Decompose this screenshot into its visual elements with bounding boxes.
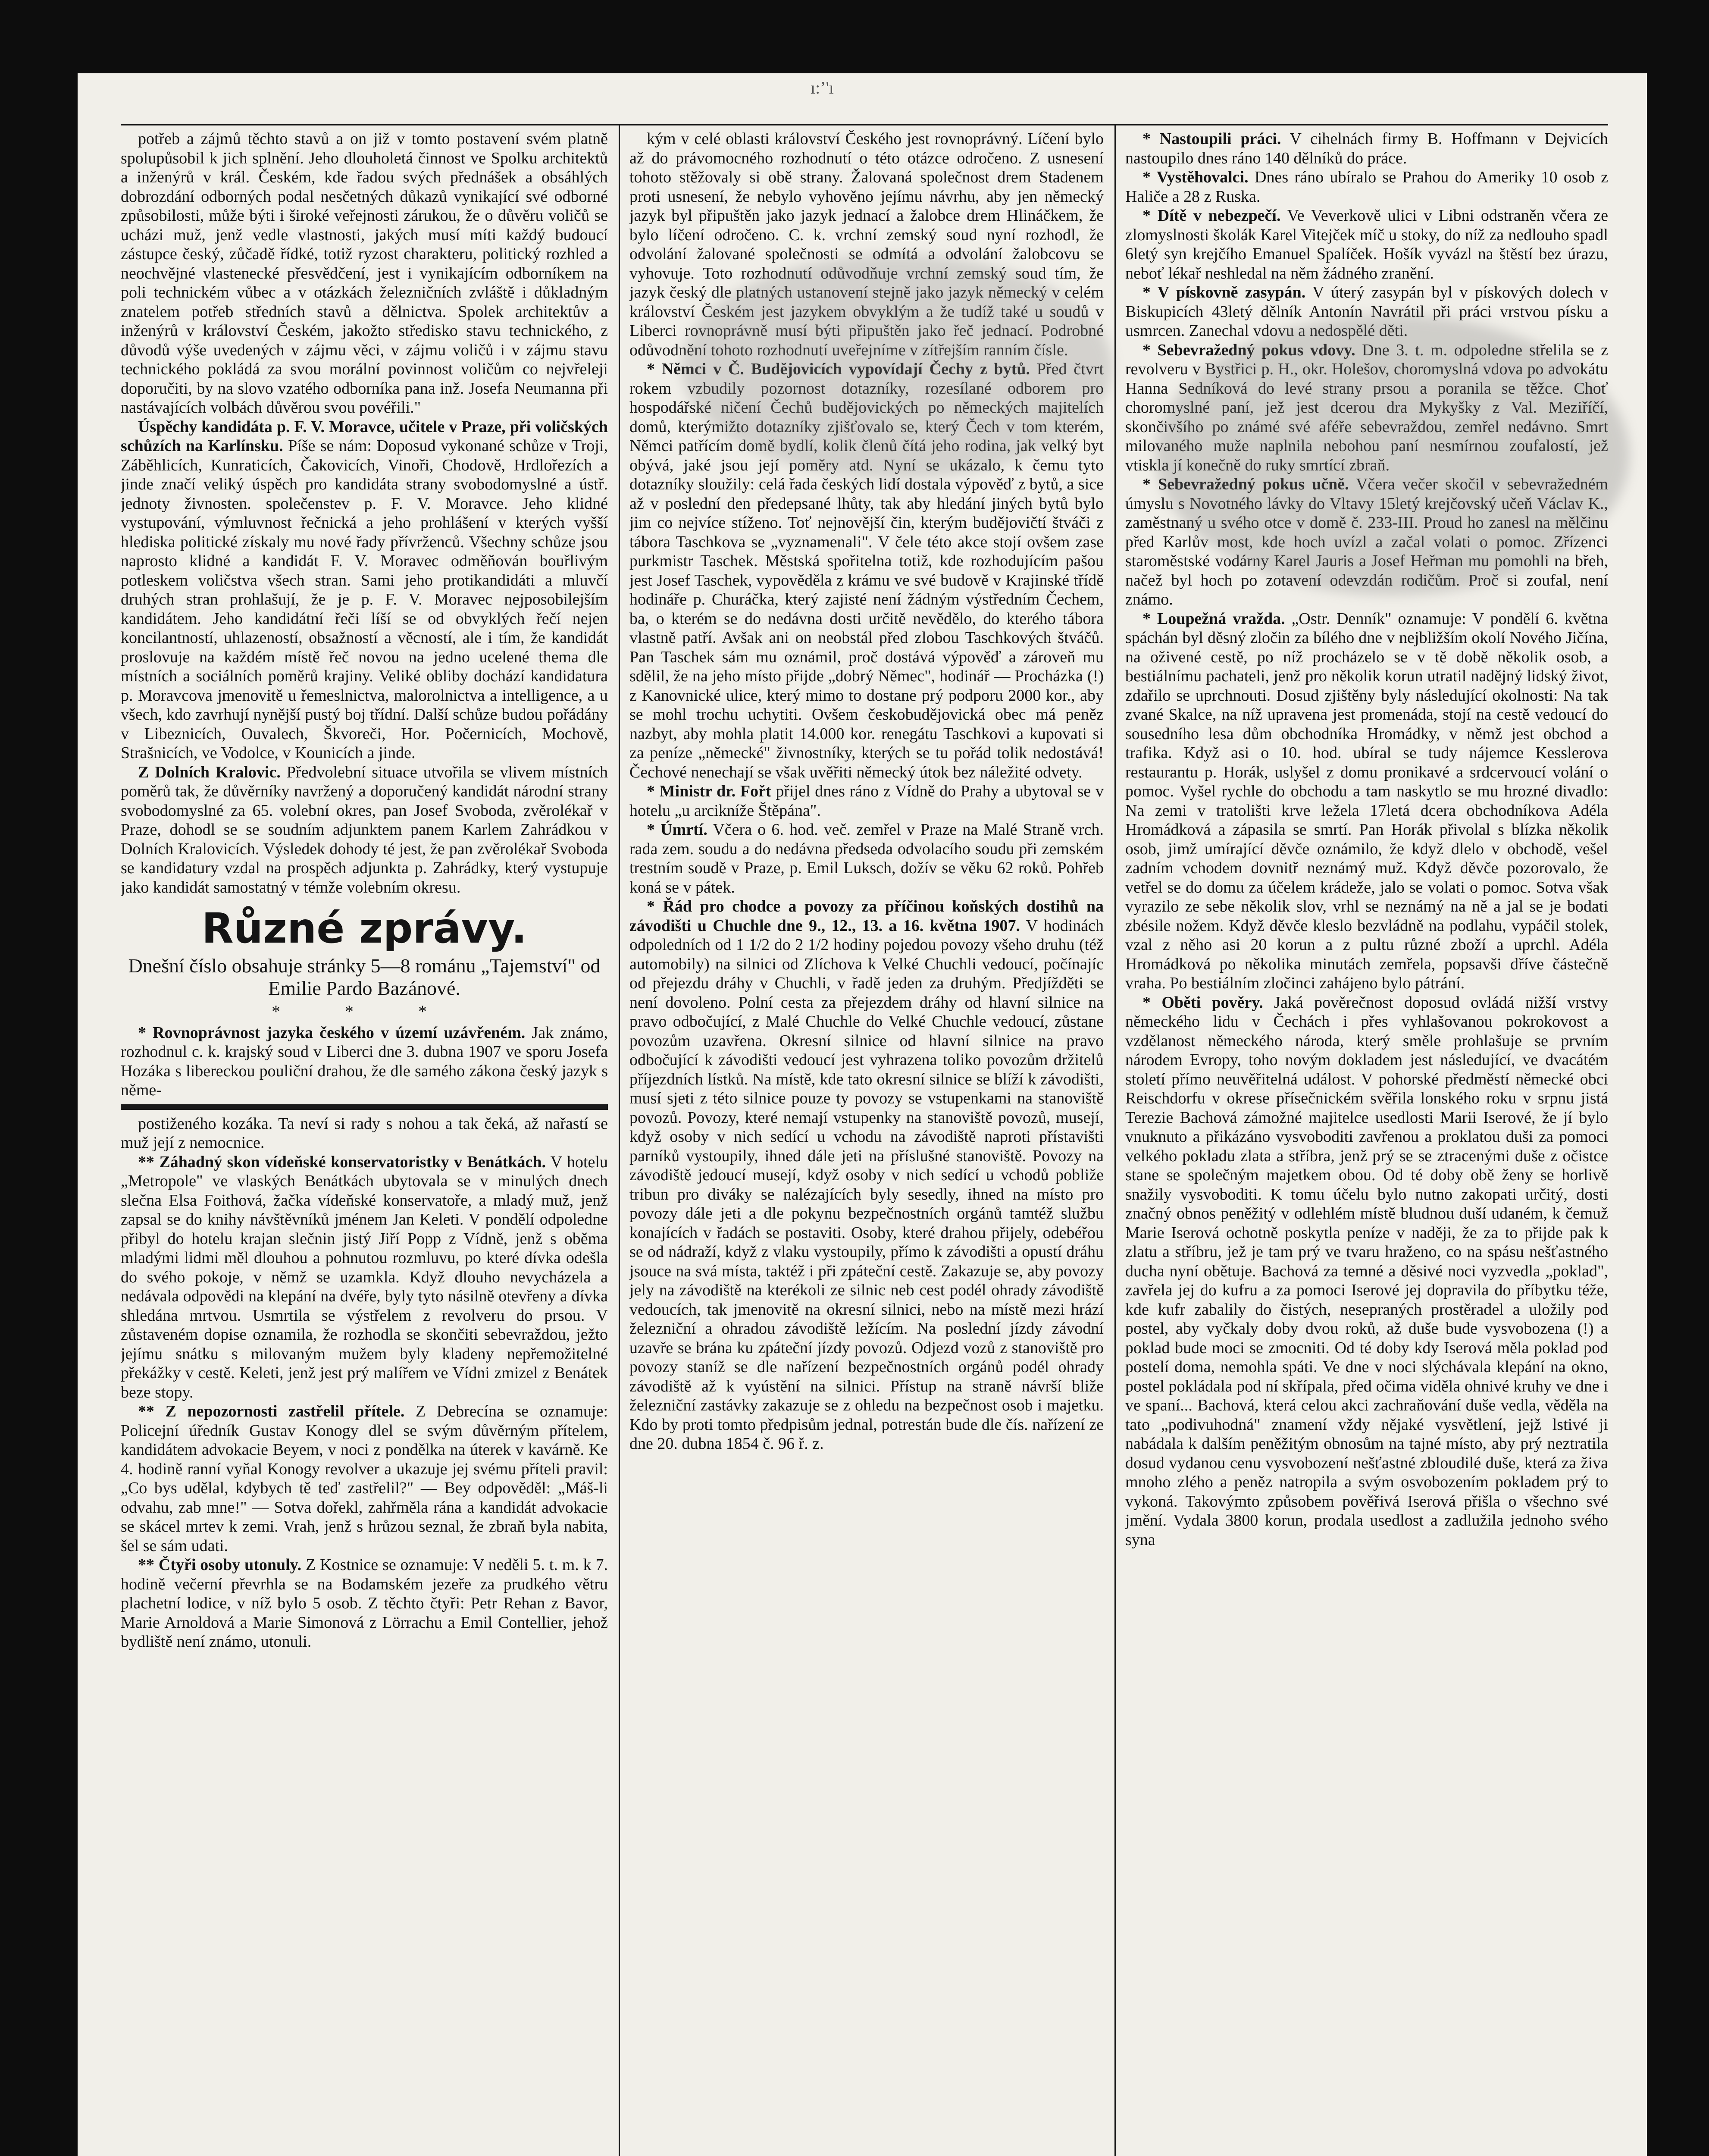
article — [1125, 168, 1608, 206]
article-paragraph: postiženého kozáka. Ta neví si rady s nohou a tak čeká, až nařastí se muž její z nemocnice. — [121, 1114, 608, 1152]
article — [1125, 993, 1608, 1550]
article-title: * Úmrtí. — [647, 821, 707, 839]
top-rule — [121, 124, 1608, 125]
article — [1125, 283, 1608, 341]
article-text: Před čtvrt rokem vzbudily pozornost dotazníky, rozesílané odborem pro hospodářské ničení Čechů budějovických po německých majitelích domů, kterýmižto dotazníky zjišťovalo se, který Čech v tom kterém, Němci patřícím domě bydlí, kolik členů čítá jeho rodina, jak velký byt obývá, jaké jsou její poměry atd. Nyní se ukázalo, k čemu tyto dotazníky sloužily: celá řada českých lidí dostala výpověď z bytů, a sice až v poslední den předepsané lhůty, tak aby hledání jiných bytů bylo jim co nejvíce stíženo. Toť nejnovější čin, kterým budějovičtí štváči z tábora Taschkova se „vyznamenali". V čele této akce stojí ovšem zase purkmistr Taschek. Městská spořitelna totiž, kde rozhodujícím pašou jest Josef Taschek, vypověděla z krámu ve své budově v Krajinské třídě hodináře p. Churáčka, který zajisté není žádným výstředním Čechem, ba, o kterém se do nedávna dosti určitě nevědělo, do kterého tábora vlastně patří. Avšak ani on neobstál před zlobou Taschkových štváčů. Pan Taschek sám mu oznámil, proč dostává výpověď a zároveň mu sdělil, že na jeho místo přijde „dobrý Němec", hodinář — Procházka (!) z Kanovnické ulice, který mimo to dostane prý podporu 2000 kor., aby se mohl trochu uchytiti. Ovšem českobudějovická obec má peněz nazbyt, aby mohla platit 14.000 kor. renegátu Taschkovi a kupovati si za peníze „německé" živnostníky, kterých se tu pořád tolik nedostává! Čechové nenechají se však uvěřiti německý útok bez náležité odvety. — [629, 360, 1104, 781]
article-text: V cihelnách firmy B. Hoffmann v Dejvicích nastoupilo dnes ráno 140 dělníků do práce. — [1125, 130, 1608, 167]
article-title: * Rovnoprávnost jazyka českého v území uzávřeném. — [138, 1023, 526, 1042]
article-text: Z Debrecína se oznamuje: Policejní úředník Gustav Konogy dlel se svým důvěrným přítelem, kandidátem advokacie Beyem, v noci z pondělka na úterek v kavárně. Ke 4. hodině ranní vyňal Konogy revolver a ukazuje jej svému příteli pravil: „Co bys udělal, kdybych tě teď zastřelil?" — Bey odpověděl: „Máš-li odvahu, zab mne!" — Sotva dořekl, zahřměla rána a kandidát advokacie se skácel mrtev k zemi. Vrah, jenž s hrůzou seznal, že zbraň byla nabita, šel se sám udati. — [121, 1402, 608, 1555]
article-text: Dnes ráno ubíralo se Prahou do Ameriky 10 osob z Haliče a 28 z Ruska. — [1125, 168, 1608, 206]
newspaper-page — [78, 73, 1647, 2156]
column-left — [121, 129, 608, 2156]
article-text: Včera o 6. hod. več. zemřel v Praze na Malé Straně vrch. rada zem. soudu a do nedávna předseda odvolacího soudu při zemském trestním soudě v Praze, p. Emil Luksch, dožív se věku 62 roků. Pohřeb koná se v pátek. — [629, 821, 1104, 896]
article-text: „Ostr. Denník" oznamuje: V pondělí 6. května spáchán byl děsný zločin za bílého dne v nejbližším okolí Nového Jičína, na oživené cestě, po níž procházelo se v tě době několik osob, a bestiálnímu pachateli, jenž pro několik korun utratil nadějný lidský život, zdařilo se uprchnouti. Dosud zjištěny byly následující okolnosti: Na tak zvané Skalce, na níž upravena jest promenáda, stojí na cestě vedoucí do sousedního lesa dům obchodníka Hromádky, v němž jest obchod a trafika. Když asi o 10. hod. ubíral se tudy nájemce Kesslerova restaurantu p. Horák, uslyšel z domu pronikavé a srdcervoucí volání o pomoc. Vyšel rychle do obchodu a tam naskytlo se mu hrozné divadlo: Na zemi v tratolišti krve ležela 17letá dcera obchodníkova Adéla Hromádková a zápasila se smrtí. Pan Horák přivolal s blízka několik osob, jimž umírající děvče oznámilo, že když dlelo v obchodě, vešel zadním vchodem dovnitř neznámý muž. Když děvče pozorovalo, že vetřel se do domu za účelem krádeže, jalo se volati o pomoc. Sotva však vyrazilo ze sebe několik slov, vrhl se neznámý na ně a jal se je bodati zbésile nožem. Když děvče kleslo bezvládně na podlahu, vypáčil stolek, vzal z něho asi 20 korun a z pultu různé zboží a uprchl. Adéla Hromádková po několika minutách zemřela, popsavši dříve částečně vraha. Po bestiálním zločinci zahájeno bylo pátrání. — [1125, 609, 1608, 992]
article — [629, 782, 1104, 820]
article-title: Úspěchy kandidáta p. F. V. Moravce, učitele v Praze, při voličských schůzích na Karlínsku. — [121, 417, 608, 455]
page-fold-divider — [121, 1104, 608, 1110]
article-text: V hodinách odpoledních od 1 1/2 do 2 1/2 hodiny pojedou povozy všeho druhu (též automobily) na silnici od Zlíchova k Velké Chuchli vedoucí, počínajíc od přejezdu dráhy v Chuchli, v řadě jeden za druhým. Předjížděti se není dovoleno. Polní cesta za přejezdem dráhy od hlavní silnice na pravo odbočující, z Malé Chuchle do Velké Chuchle vedoucí, zůstane povozům uzavřena. Okresní silnice od hlavní silnice na pravo odbočující k závodišti vedoucí jest vyhrazena toliko povozům držitelů příjezdních lístků. Na místě, kde tato okresní silnice se blíží k závodišti, musí sjeti z této silnice pouze ty povozy se vstupenkami na stanoviště povozů. Povozy, které nemají vstupenky na stanoviště povozů, musejí, když osoby v nich sedící u vchodu na závodiště naproti přístavišti parníků vystoupily, ihned dále jeti na příslušné stanoviště. Povozy na závodiště jedoucí musejí, když osoby v nich sedící u vchodů pobliže tribun pro diváky se nalézajících byly sesedly, ihned na místo pro povozy dále jeti a dle pokynu bezpečnostních orgánů tamtéž službu konajících v řadách se postaviti. Osoby, které drahou přijely, odebéřou se od nádraží, když z vlaku vystoupily, přímo k závodišti a opustí dráhu jsouce na svá místa, taktéž i při zpáteční cestě. Zakazuje se, aby povozy jely na závodiště na kterékoli ze silnic neb cest podél ohrady závodiště vedoucích, tak jmenovitě na okresní silnici, nebo na místě mezi hrází železniční a ohradou závodiště ležícím. Na poslední jízdy závodní uzavře se brána ku zpáteční jízdy povozů. Odjezd vozů z stanoviště pro povozy staníž se dle nařízení bezpečnostních orgánů podél ohrady závodiště až k vyústění na silnici. Přístup na straně návrší bliže železniční zastávky zakazuje se z ohledu na bezpečnost osob i majetku. Kdo by proti tomto předpisům jednal, potrestán bude dle čís. nařízení ze dne 20. dubna 1854 č. 96 ř. z. — [629, 916, 1104, 1453]
article — [1125, 609, 1608, 993]
column-rule — [619, 125, 620, 2156]
article-text: Dne 3. t. m. odpoledne střelila se z revolveru v Bystřici p. H., okr. Holešov, choromyslná vdova po advokátu Hanna Sedníková do levé strany prsou a poranila se těžce. Choť choromyslné paní, jež jest dcerou dra Mykyšky z Val. Meziříčí, skončivšího po známé své aféře sebevraždou, zemřel nedávno. Smrt milovaného muže naplnila nebohou paní nesmírnou zoufalostí, jež vtiskla jí konečně do ruky smrtící zbraň. — [1125, 341, 1608, 474]
article-title: * Ministr dr. Fořt — [647, 782, 771, 800]
article-text: Ve Veverkově ulici v Libni odstraněn včera ze zlomyslnosti školák Karel Vitejček míč u stoky, do níž za nedlouho spadl 6letý syn krejčího Emanuel Spalíček. Hošík vyvázl na štěstí bez úrazu, neboť lékař neshledal na něm žádného zranění. — [1125, 207, 1608, 282]
article-text: Včera večer skočil v sebevražedném úmyslu s Novotného lávky do Vltavy 15letý krejčovský učeň Václav K., zaměstnaný u svého otce v domě č. 233-III. Proud ho zanesl na mělčinu před Karlův most, kde hoch uvízl a začal volati o pomoc. Zřízenci staroměstské vodárny Karel Jauris a Josef Heřman mu pomohli na břeh, načež byl hoch po zotavení odevzdán rodičům. Proč si zoufal, není známo. — [1125, 475, 1608, 608]
article-title: Z Dolních Kralovic. — [138, 763, 281, 781]
article-title: * Němci v Č. Budějovicích vypovídají Čechy z bytů. — [647, 360, 1030, 378]
article — [1125, 129, 1608, 168]
article — [629, 897, 1104, 1454]
article — [121, 417, 608, 763]
header-specks: ı:ʼ'ı — [811, 78, 834, 97]
article — [121, 1023, 608, 1100]
article — [629, 360, 1104, 782]
article — [121, 763, 608, 897]
article-paragraph: potřeb a zájmů těchto stavů a on již v tomto postavení svém platně spolupůsobil k jich splnění. Jeho dlouholetá činnost ve Spolku architektů a inženýrů v král. Českém, kde řadou svých přednášek a obsáhlých dobrozdání odborných podal nesčetných důkazů vynikající své odborné způsobilosti, může býti i široké veřejnosti zárukou, že o důvěru voličů se ucházi muž, jenž vedle vlastnosti, jakých musí míti každý budoucí zástupce český, zůčadě řídké, totiž ryzost charakteru, politický rozhled a neochvějné vlastenecké přesvědčení, jest i vynikajícím odborníkem na poli technickém vůbec a v otázkách železničních zvláště i důkladným znatelem potřeb středních stavů a dělnictva. Spolek architektův a inženýrů v království Českém, jakožto středisko stavu technického, z důvodů výše uvedených v zájmu věci, v zájmu voličů i v zájmu stavu technického pokládá za svou morální povinnost voličům co nejvřeleji doporučiti, by na slovo vzatého odborníka pana inž. Josefa Neumanna při nastávajících volbách důvěrou svou povéřili." — [121, 130, 608, 417]
article-paragraph: kým v celé oblasti království Českého jest rovnoprávný. Líčení bylo až do právomocného rozhodnutí o této otázce odročeno. Z usnesení tohoto stěžovaly si obě strany. Žalovaná společnost drem Stadenem proti usnesení, že nebylo vyhověno jejímu návrhu, aby jen německý jazyk byl připuštěn jako jazyk jednací a žalobce drem Hlináčkem, že bylo líčení odročeno. C. k. vrchní zemský soud nyní rozhodl, že odvolání žalované společnosti se odmítá a odvolání žalobcovu se vyhovuje. Toto rozhodnutí odůvodňuje vrchní zemský soud tím, že jazyk český dle platných ustanovení stejně jako jazyk německý v celém království Českém jest jazykem obvyklým a že tudíž také u soudů v Liberci rovnoprávně musí býti připuštěn jako řeč jednací. Podrobné odůvodnění tohoto rozhodnutí uveřejníme v zítřejším ranním čísle. — [629, 130, 1104, 359]
separator-stars: * * * — [272, 1002, 457, 1021]
article-title: ** Z nepozornosti zastřelil přítele. — [138, 1402, 405, 1420]
article — [629, 820, 1104, 897]
article-title: * Loupežná vražda. — [1142, 609, 1285, 628]
article-text: V úterý zasypán byl v pískových dolech v Biskupicích 43letý dělník Antonín Navrátil při práci vrstvou písku a usmrcen. Zanechal vdovu a nedospělé děti. — [1125, 283, 1608, 340]
article-title: ** Čtyři osoby utonuly. — [138, 1556, 302, 1574]
article-title: * Sebevražedný pokus vdovy. — [1142, 341, 1355, 359]
article-text: Jaká pověrečnost doposud ovládá nižší vrstvy německého lidu v Čechách i přes vyhlašovanou pokrokovost a vzdělanost německého národa, který směle prohlašuje se prvním národem Evropy, toho novým dokladem jest následující, ve dvacátém století přímo neuvěřitelná událost. V pohorské předměstí německé obci Reischdorfu v okrese přísečnickém svěřila lonského roku v srpnu jistá Terezie Bachová zámožné majitelce usedlosti Marii Iserové, že jí bylo vnuknuto a přikázáno vysvoboditi zavřenou a proklatou duši za pomoci velkého pokladu zlata a stříbra, jenž prý se se ztracenými duše z očistce stane se společným majetkem obou. Od té doby obě ženy se horlivě snažily vysvoboditi. K tomu účelu bylo nutno zakopati určitý, dosti značný obnos peněžitý v odlehlém místě bludnou duší udaném, k čemuž Marie Iserová ochotně poskytla peníze v naději, že za to přijde pak k zlatu a stříbru, jež je tam prý ve tvaru hraženo, co na spásu nešťastného ducha nyní obětuje. Bachová za temné a děsivé noci vyzvedla „poklad", zavřela jej do kufru a za pomoci Iserové jej dopravila do příbytku téže, kde kufr zabalily do čistých, nesepraných prostěradel a uložily pod postel, aby vyčkaly doby dvou roků, až duše bude vysvobozena (!) a poklad bude moci se zmocniti. Od té doby kdy Iserová měla poklad pod postelí doma, nemohla spáti. Ve dne v noci slýchávala klepání na okno, postel pokládala pod ní skřípala, před očima viděla ohnivé kruhy ve dne i ve spaní... Bachová, která celou akci zachraňování duše vedla, věděla na tato „podivuhodná" znamení vždy nějaké vysvětlení, jejž lstivé ji nabádala k dalším peněžitým obnosům na tajné místo, aby prý neztratila dosud vydanou cenu vysvobození nešťastné zbloudilé duše, která za živa mnoho zlého a peněz natropila a svým osvobozením pokladem prý to vykoná. Takovýmto způsobem pověřivá Iserová přišla o všechno své jmění. Vydala 3800 korun, prodala usedlost a zadlužila jednoho svého syna — [1125, 993, 1608, 1549]
column-right — [1125, 129, 1608, 2156]
article-text: Z Kostnice se oznamuje: V neděli 5. t. m. k 7. hodině večerní převrhla se na Bodamském jezeře za prudkého větru plachetní lodice, v níž bylo 5 osob. Z těchto čtyři: Petr Rehan z Bavor, Marie Arnoldová a Marie Simonová z Lörrachu a Emil Contellier, jehož bydliště není známo, utonuli. — [121, 1556, 608, 1651]
article-text: Předvolební situace utvořila se vlivem místních poměrů tak, že důvěrníky navržený a doporučený kandidát národní strany svobodomyslné za 65. volební okres, pan Josef Svoboda, zvěrolékař v Praze, dohodl se se soudním adjunktem panem Karlem Zahrádkou v Dolních Kralovicích. Výsledek dohody té jest, že pan zvěrolékař Svoboda se kandidatury vzdal na prospěch adjunkta p. Zahrádky, který vystupuje jako kandidát samostatný v témže volebním okresu. — [121, 763, 608, 896]
article-title: * Oběti pověry. — [1142, 993, 1263, 1012]
article — [121, 1555, 608, 1651]
article-title: * V pískovně zasypán. — [1142, 283, 1306, 301]
section-lead: Dnešní číslo obsahuje stránky 5—8 románu „Tajemství" od Emilie Pardo Bazánové. — [128, 955, 601, 999]
article — [1125, 341, 1608, 475]
article-text: přijel dnes ráno z Vídně do Prahy a ubytoval se v hotelu „u arcikníže Štěpána". — [629, 782, 1104, 820]
column-rule — [1114, 125, 1116, 2156]
column-middle — [629, 129, 1104, 2156]
article — [121, 1153, 608, 1402]
article-title: * Řád pro chodce a povozy za příčinou koňských dostihů na závodišti u Chuchle dne 9., 12., 13. a 16. května 1907. — [629, 897, 1104, 935]
article — [121, 1402, 608, 1555]
article — [1125, 475, 1608, 609]
article-text: Píše se nám: Doposud vykonané schůze v Troji, Záběhlicích, Kunraticích, Čakovicích, Vinoři, Chodově, Hrdlořezích a jinde značí veliký úspěch pro kandidáta strany svobodomyslné a ústř. jednoty živnosten. společenstev p. F. V. Moravce. Jeho klidné vystupování, výmluvnost řečnická a jeho prohlášení v kterých vyšší hlediska politické získaly mu nové řady přívrženců. Všechny schůze jsou naprosto klidné a kandidát F. V. Moravec odměňován bouřlivým potleskem voličstva všech stran. Sami jeho protikandidáti a mluvčí druhých stran prohlašují, že je p. F. V. Moravec nejposobilejším kandidátem. Jeho kandidátní řeči líší se od obvyklých řečí nejen koncilantností, uhlazeností, obsažností a věcností, ale i tím, že kandidát proslovuje na každém místě řeč novou na jedno ucelené thema dle místních a sociálních poměrů krajiny. Veliké obliby dochází kandidatura p. Moravcova jmenovitě u řemeslnictva, malorolnictva a intelligence, a u všech, kdo zavrhují nynější pustý boj třídní. Další schůze budou pořádány v Libeznicích, Ouvalech, Škvoreči, Hor. Počernicích, Mochově, Strašnicích, ve Vodolce, v Kounicích a jinde. — [121, 437, 608, 762]
article-title: * Vystěhovalci. — [1142, 168, 1249, 186]
article-text: Jak známo, rozhodnul c. k. krajský soud v Liberci dne 3. dubna 1907 ve sporu Josefa Hozáka s libereckou pouliční drahou, že dle samého zákona český jazyk s něme- — [121, 1023, 608, 1099]
article — [1125, 206, 1608, 283]
section-heading: Různé zprávy. — [201, 904, 527, 953]
article-title: * Sebevražedný pokus učně. — [1142, 475, 1349, 493]
article-title: * Nastoupili práci. — [1142, 130, 1281, 148]
article-title: * Dítě v nebezpečí. — [1142, 207, 1281, 225]
article-title: ** Záhadný skon vídeňské konservatoristky v Benátkách. — [138, 1153, 546, 1171]
article-text: V hotelu „Metropole" ve vlaských Benátkách ubytovala se v minulých dnech slečna Elsa Foithová, žačka vídeňské konservatoře, a mladý muž, jenž zapsal se do knihy návštěvníků jménem Jan Keleti. V pondělí odpoledne přibyl do hotelu krajan slečnin jistý Jiří Popp z Vídně, jenž s oběma mladými lidmi měl dlouhou a pohnutou rozmluvu, po které dívka odešla do svého pokoje, v němž se uzamkla. Když dlouho nevycházela a nedávala odpovědi na klepání na dvéře, byly tyto násilně otevřeny a dívka shledána mrtvou. Usmrtila se výstřelem z revolveru do prsou. V zůstaveném dopise oznamila, že rozhodla se skončiti sebevraždou, ježto jejímu snátku s milovaným mužem byly kladeny nepřemožitelné překážky v cestě. Keleti, jenž jest prý malířem ve Vídni zmizel z Benátek beze stopy. — [121, 1153, 608, 1401]
